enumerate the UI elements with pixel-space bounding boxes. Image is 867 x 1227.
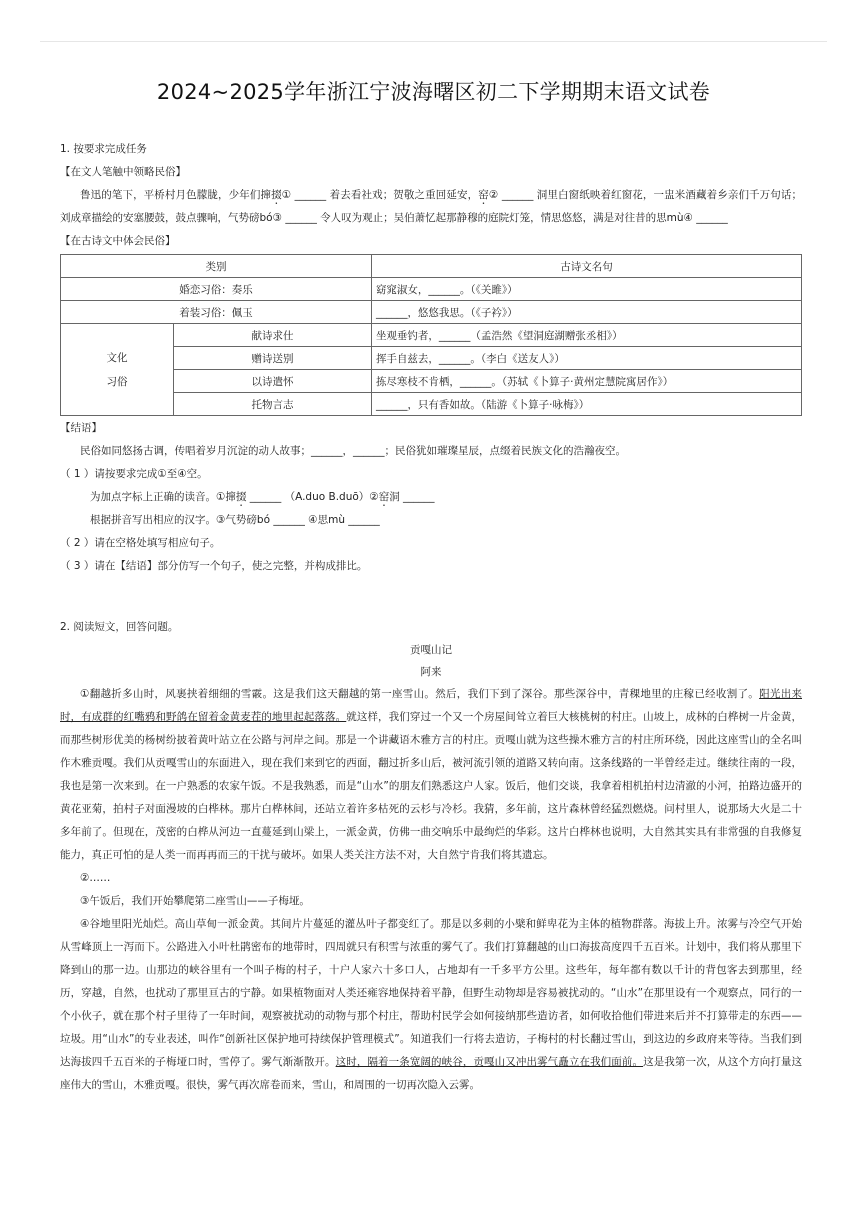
article-paragraph-1: [60, 683, 802, 867]
article-author: 阿来: [420, 666, 442, 678]
article-paragraph-3: ③午饭后，我们开始攀爬第二座雪山——子梅垭。: [80, 895, 310, 907]
exam-content: [60, 138, 802, 1097]
table-cell-line: ______，只有香如故。（陆游《卜算子·咏梅》）: [371, 393, 801, 416]
q1-dotted-char-a: 掇: [271, 189, 282, 201]
q1-sub1-pinyin-task: [60, 486, 802, 509]
sub1-dotted-char-b: 窑: [378, 491, 390, 503]
table-cell-category: 婚恋习俗：奏乐: [61, 278, 372, 301]
table-cell-line: 窈窕淑女，______。（《关雎》）: [371, 278, 801, 301]
table-group-culture-custom: [61, 324, 174, 416]
p4-text-a: ④谷地里阳光灿烂。高山草甸一派金黄。其间片片蔓延的灌丛叶子都变红了。那是以多刺的小檗和鲜卑花为主体的植物群落。海拔上升。浓雾与冷空气开始从雪峰顶上一泻而下。公路进入小叶杜鹃密布的地带时，四周就只有积雪与浓重的雾气了。我们打算翻越的山口海拔高度四千五百米。计划中，我们将从那里下降到山的那一边。山那边的峡谷里有一个叫子梅的村子，十户人家六十多口人，占地却有一千多平方公里。这些年，每年都有数以千计的背包客去到那里，经历，穿越，自然，也扰动了那里亘古的宁静。如果植物面对人类还雍容地保持着平静，但野生动物却是容易被扰动的。“山水”在那里设有一个观察点，同行的一个小伙子，就在那个村子里待了一年时间，观察被扰动的动物与那个村庄，帮助村民学会如何接纳那些造访者，如何收拾他们带进来后并不打算带走的东西——垃圾。用“山水”的专业表述，叫作“创新社区保护地可持续保护管理模式”。知道我们一行将去造访，子梅村的村长翻过雪山，到这边的乡政府来等待。当我们到达海拔四千五百米的子梅垭口时，雪停了。雾气渐渐散开。: [60, 918, 802, 1068]
q1-passage-part-a: 鲁迅的笔下，平桥村月色朦胧，少年们撺: [80, 189, 272, 201]
p4-text-b: 这是我第一次，从这个方向打量这座伟大的雪山，木雅贡嘎。很快，雾气再次席卷而来，雪山，和周围的一切再次隐入云雾。: [60, 1056, 803, 1091]
table-header-lines: 古诗文名句: [371, 255, 801, 278]
sub1-pinyin-part-b: ______ （A.duo B.duō）②: [246, 491, 379, 503]
q1-section-conclusion: 【结语】: [60, 422, 102, 434]
q2-heading: 2. 阅读短文，回答问题。: [60, 621, 179, 633]
table-header-category: 类别: [61, 255, 372, 278]
article-paragraph-2: ②……: [80, 872, 111, 884]
article-title: 贡嘎山记: [410, 644, 452, 656]
p4-underlined-sentence: 这时，隔着一条宽阔的峡谷，贡嘎山又冲出雾气矗立在我们面前。: [335, 1056, 644, 1068]
table-cell-subcategory: 以诗遣怀: [174, 370, 372, 393]
p1-text-a: ①翻越折多山时，风裹挟着细细的雪霰。这是我们这天翻越的第一座雪山。然后，我们下到了深谷。那些深谷中，青稞地里的庄稼已经收割了。: [80, 688, 760, 700]
table-row: [61, 324, 802, 347]
q1-sub2: （ 2 ）请在空格处填写相应句子。: [60, 537, 221, 549]
p1-underlined-sentence: 阳光出来时，有成群的红嘴鸦和野鸽在留着金黄麦茬的地里起起落落。: [60, 688, 802, 723]
poetry-table: [60, 254, 802, 416]
table-cell-subcategory: 献诗求仕: [174, 324, 372, 347]
sub1-pinyin-part-a: 为加点字标上正确的读音。①撺: [90, 491, 236, 503]
q1-sub1: （ 1 ）请按要求完成①至④空。: [60, 468, 208, 480]
group-label-line2: 习俗: [106, 375, 128, 388]
q1-passage: [60, 184, 802, 230]
table-row: [61, 301, 802, 324]
table-cell-category: 着装习俗：佩玉: [61, 301, 372, 324]
q1-heading: 1. 按要求完成任务: [60, 143, 147, 155]
q1-dotted-char-b: 窑: [478, 189, 489, 201]
table-row: [61, 278, 802, 301]
sub1-dotted-char-a: 掇: [235, 491, 247, 503]
q1-passage-part-c: ② ______ 洞里白窗纸映着红窗花，一盅米酒藏着乡亲们千万句话；刘成章描绘的安塞腰鼓，鼓点骤响，气势磅bó③ ______ 令人叹为观止；吴伯萧忆起那静穆的庭院灯笼，情思悠悠，满是对往昔的思mù④ ______: [60, 189, 803, 224]
table-cell-line: 拣尽寒枝不肯栖，______。（苏轼《卜算子·黄州定慧院寓居作》）: [371, 370, 801, 393]
q1-passage-part-b: ① ______ 着去看社戏；贺敬之重回延安，: [281, 189, 479, 201]
group-label-line1: 文化: [106, 351, 128, 364]
q1-conclusion-text: 民俗如同悠扬古调，传唱着岁月沉淀的动人故事；______，______；民俗犹如璀璨星辰，点缀着民族文化的浩瀚夜空。: [80, 445, 626, 457]
table-cell-subcategory: 托物言志: [174, 393, 372, 416]
p1-text-b: 就这样，我们穿过一个又一个房屋间耸立着巨大核桃树的村庄。山坡上，成林的白桦树一片金黄，而那些树形优美的杨树纷披着黄叶站立在公路与河岸之间。那是一个讲藏语木雅方言的村庄。贡嘎山就为这些操木雅方言的村庄所环绕，因此这座雪山的全名叫作木雅贡嘎。我们从贡嘎雪山的东面进入，现在我们来到它的西面，翻过折多山后，被河流引领的道路又转向南。这条线路的一半曾经走过。继续往南的一段，我也是第一次来到。在一户熟悉的农家午饭。不是我熟悉，而是“山水”的朋友们熟悉这户人家。饭后，他们交谈，我拿着相机拍村边清澈的小河，拍路边盛开的黄花亚菊，拍村子对面漫坡的白桦林。那片白桦林间，还站立着许多枯死的云杉与冷杉。我猜，多年前，这片森林曾经猛烈燃烧。问村里人，说那场大火是二十多年前了。但现在，茂密的白桦从河边一直蔓延到山梁上，一派金黄，仿佛一曲交响乐中最绚烂的华彩。这片白桦林也说明，大自然其实具有非常强的自我修复能力，真正可怕的是人类一而再再而三的干扰与破坏。如果人类关注方法不对，大自然宁肯我们将其遗忘。: [60, 711, 803, 861]
top-rule: [40, 41, 827, 42]
q1-sub3: （ 3 ）请在【结语】部分仿写一个句子，使之完整，并构成排比。: [60, 560, 368, 572]
table-cell-subcategory: 赠诗送别: [174, 347, 372, 370]
q1-sub1-hanzi-task: 根据拼音写出相应的汉字。③气势磅bó ______ ④思mù ______: [90, 514, 380, 526]
q1-section-poetry: 【在古诗文中体会民俗】: [60, 235, 176, 247]
table-header-row: [61, 255, 802, 278]
q1-section-folk-writing: 【在文人笔触中领略民俗】: [60, 166, 186, 178]
sub1-pinyin-part-c: 洞 ______: [389, 491, 435, 503]
page-title: 2024~2025学年浙江宁波海曙区初二下学期期末语文试卷: [156, 80, 711, 104]
table-cell-line: 坐观垂钓者，______（孟浩然《望洞庭湖赠张丞相》）: [371, 324, 801, 347]
table-cell-line: 挥手自兹去，______。（李白《送友人》）: [371, 347, 801, 370]
table-cell-line: ______，悠悠我思。（《子衿》）: [371, 301, 801, 324]
article-paragraph-4: [60, 913, 802, 1097]
